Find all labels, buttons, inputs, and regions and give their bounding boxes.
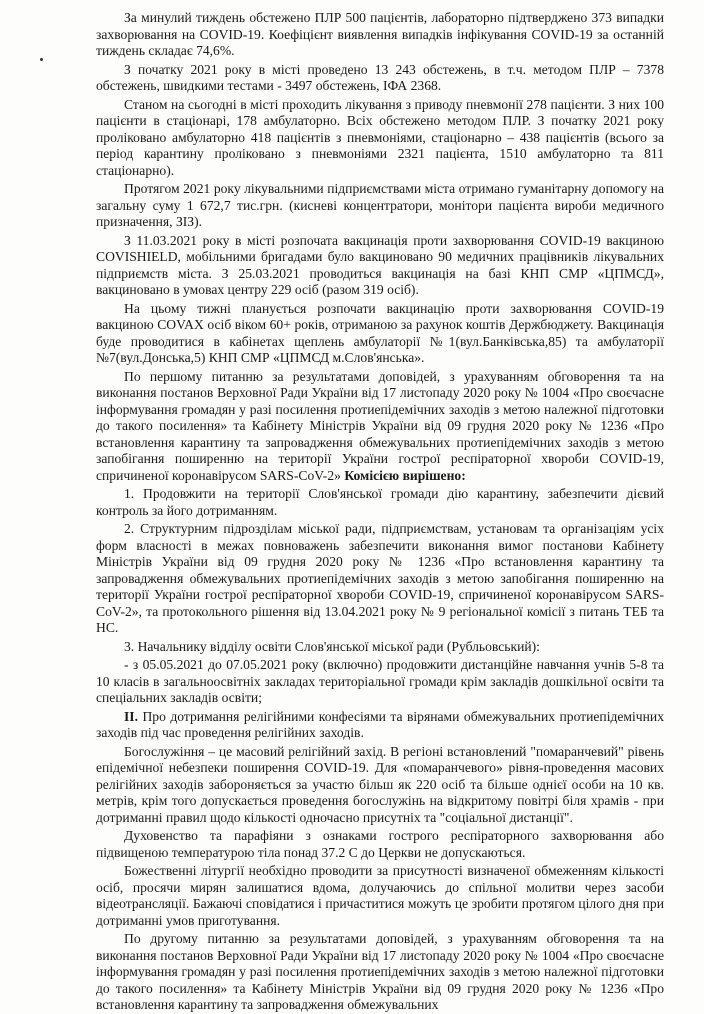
paragraph-pneumonia: Станом на сьогодні в місті проходить лікування з приводу пневмонії 278 пацієнти. З них 100 пацієнти в стаціонарі, 178 амбулаторно. Всіх обстежено методом ПЛР. З початку 2021 року проліковано амбулаторно 418 пацієнтів з пневмоніями, стаціонарно – 438 пацієнтів (всього за період карантину проліковано з пневмоніями 2321 пацієнта, 1510 амбулаторно та 811 стаціонарно). — [96, 96, 664, 178]
commission-decided: Комісією вирішено: — [344, 467, 466, 483]
margin-mark — [40, 58, 43, 61]
section-ii-number: II. — [124, 708, 138, 724]
paragraph-clergy: Духовенство та парафіяни з ознаками гострого респіраторного захворювання або підвищеною температурою тіла понад 37.2 С до Церкви не допускаються. — [96, 828, 664, 860]
first-question-text: По першому питанню за результатами доповідей, з урахуванням обговорення та на виконання постанов Верховної Ради України від 17 листопаду 2020 року № 1004 «Про своєчасне інформування громадян у разі посилення протиепідемічних заходів з метою належної підготовки до такого посилення» та Кабінету Міністрів України від 09 грудня 2020 року № 1236 «Про встановлення карантину та запровадження обмежувальних протиепідемічних заходів з метою запобігання поширенню на території України гострої респіраторної хвороби COVID-19, спричиненої коронавірусом SARS-CoV-2» — [96, 368, 664, 483]
paragraph-second-question: По другому питанню за результатами доповідей, з урахуванням обговорення та на виконання постанов Верховної Ради України від 17 листопаду 2020 року № 1004 «Про своєчасне інформування громадян у разі посилення протиепідемічних заходів з метою належної підготовки до такого посилення» та Кабінету Міністрів України від 09 грудня 2020 року № 1236 «Про встановлення карантину та запровадження обмежувальних — [96, 931, 664, 1012]
section-ii-heading — [96, 709, 664, 742]
decision-item-2: 2. Структурним підрозділам міської ради, підприємствам, установам та організаціям усіх форм власності в межах повноважень забезпечити виконання вимог постанови Кабінету Міністрів України від 09 грудня 2020 року № 1236 «Про встановлення карантину та запровадження обмежувальних протиепідемічних заходів з метою запобігання поширенню на території України гострої респіраторної хвороби COVID-19, спричиненої коронавірусом SARS-CoV-2», та протокольного рішення від 13.04.2021 року № 9 регіональної комісії з питань ТЕБ та НС. — [96, 521, 664, 635]
paragraph-first-question — [96, 369, 664, 485]
paragraph-vaccination-covishield: З 11.03.2021 року в місті розпочата вакцинація проти захворювання COVID-19 вакциною COVISHIELD, мобільними бригадами було вакциновано 90 медичних працівників лікувальних підприємств міста. З 25.03.2021 проводиться вакцинація на базі КНП СМР «ЦПМСД», вакциновано в умовах центру 229 осіб (разом 319 осіб). — [96, 232, 664, 297]
paragraph-weekly-tests: За минулий тиждень обстежено ПЛР 500 пацієнтів, лабораторно підтверджено 373 випадки захворювання на COVID-19. Коефіцієнт виявлення випадків інфікування COVID-19 за останній тиждень складає 74,6%. — [96, 10, 664, 58]
paragraph-vaccination-covax: На цьому тижні планується розпочати вакцинацію проти захворювання COVID-19 вакциною COVAX осіб віком 60+ років, отриманою за рахунок коштів Держбюджету. Вакцинація буде проводитися в кабінетах щеплень амбулаторії №1(вул.Банківська,85) та амбулаторії №7(вул.Донська,5) КНП СМР «ЦПМСД м.Слов'янська». — [96, 300, 664, 365]
paragraph-liturgies: Божественні літургії необхідно проводити за присутності визначеної обмеженням кількості осіб, просячи мирян залишатися вдома, долучаючись до спільної молитви через засоби відеотрансляції. Бажаючі сповідатися і причаститися можуть це зробити протягом цілого дня при дотриманні умов приготування. — [96, 863, 664, 928]
paragraph-humanitarian-aid: Протягом 2021 року лікувальними підприємствами міста отримано гуманітарну допомогу на загальну суму 1 672,7 тис.грн. (кисневі концентратори, монітори пацієнта вироби медичного призначення, ЗІЗ). — [96, 181, 664, 229]
section-ii-text: Про дотримання релігійними конфесіями та вірянами обмежувальних протиепідемічних заходів під час проведення релігійних заходів. — [96, 708, 664, 740]
decision-item-1: 1. Продовжити на території Слов'янської громади дію карантину, забезпечити дієвий контроль за його дотриманням. — [96, 486, 664, 518]
paragraph-worship: Богослужіння – це масовий релігійний захід. В регіоні встановлений "помаранчевий" рівень епідемічної небезпеки поширення COVID-19. Для «помаранчевого» рівня-проведення масових релігійних заходів забороняється за участю більш як 220 осіб та більше однієї особи на 10 кв. метрів, крім того допускається проведення богослужінь на відкритому повітрі біля храмів - при дотриманні правил щодо кількості одночасно присутніх та "соціальної дистанції". — [96, 743, 664, 825]
decision-item-3a: - з 05.05.2021 до 07.05.2021 року (включно) продовжити дистанційне навчання учнів 5-8 та 10 класів в загальноосвітніх закладах територіальної громади крім закладів дошкільної освіти та спеціальних закладів освіти; — [96, 657, 664, 705]
decision-item-3: 3. Начальнику відділу освіти Слов'янської міської ради (Рубльовський): — [124, 638, 540, 654]
paragraph-tests-since-2021: З початку 2021 року в місті проведено 13 243 обстежень, в т.ч. методом ПЛР – 7378 обстежень, швидкими тестами - 3497 обстежень, ІФА 2368. — [96, 61, 664, 93]
